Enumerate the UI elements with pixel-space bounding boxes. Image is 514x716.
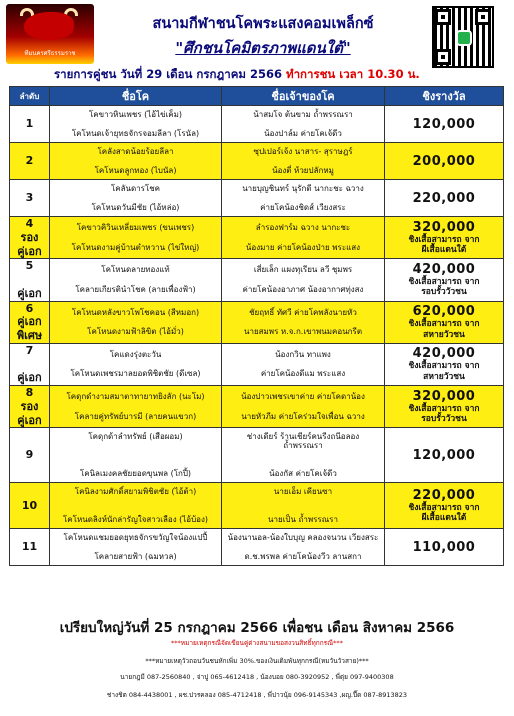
owner-b: ค่ายโคน้องอาภาศ น้องอากาศทุ่งสง [242,284,364,294]
cattle-a: โคขาวคิวินเหลี่ยมเพชร (ขนเพชร) [76,223,195,233]
match-number: 3 [10,180,50,217]
match-number: 4 รอง คู่เอก [10,217,50,259]
cattle-b: โคโหนดเพชรมาลยอดพิชิตชัย (ดีเซล) [70,369,201,379]
cattle-b: โคโหนดงามคู่บ้านตำหวาน (ไข่ใหญ่) [71,242,200,252]
prize-amount: 220,000 [412,190,476,206]
owner-b: ด.ช.พรพล ค่ายโคน้องวีว ลานสกา [244,552,362,562]
owner-cell [222,428,385,483]
prize-cell [385,428,504,483]
cattle-b: โคนิลเมงคลชัยยอดขุนพล (โกปี้) [79,469,192,479]
owner-a: น้องนานอล-น้องใบบุญ คลองจนวน เวียงสระ [227,532,379,542]
note-red: ***หมายเหตุกรณีจัดเขียนคู่ต่างสนามขอสงวนสิทธิ์ทุกกรณี*** [171,639,343,647]
cattle-a: โคแดงรุ่งตะวัน [109,349,162,359]
prize-cell [385,483,504,529]
owner-b: นายหัวภีม ค่ายโคร่วมใจเพื่อน ฉวาง [241,411,365,421]
table-row [10,483,504,529]
cattle-cell [50,529,222,566]
cattle-a: โคดุกด้าลำทรัพย์ (เสือผอม) [88,431,183,441]
qr-finder [475,9,491,25]
table-row [10,217,504,259]
cattle-a: โคโหนดลายทองแท้ [101,265,170,275]
cattle-a: โคลันดารโชค [110,183,161,193]
owner-cell [222,259,385,301]
prize-cell [385,343,504,385]
match-rows [10,106,504,566]
table-row [10,529,504,566]
header-prize: ชิงรางวัล [385,87,504,106]
qr-finder [435,49,451,65]
prize-amount: 200,000 [412,153,476,169]
prize-amount: 320,000 [412,388,476,404]
cattle-b: โคโหนดงามฟ้าลิขิต (ไอ้มั่ว) [87,327,184,337]
match-number: 8 รอง คู่เอก [10,386,50,428]
owner-cell [222,217,385,259]
owner-a: เสี่ยเล็ก แผงทุเรียน ลวี ชุมพร [253,265,353,275]
owner-b: นายสมพร ห.จ.ก.เขาพนมคอนกรีต [243,327,363,337]
cattle-b: โคลายคู่ทรัพย์บารมี (ลายคนแขวก) [74,411,197,421]
owner-a: นายบุญชินทร์ นุรักดี นากะชะ ฉวาง [242,183,364,193]
cattle-b: โคโหนดลิงห์นักล่ารัญใจสาวเลือง (ไอ้บ้อง) [63,515,208,525]
cattle-a: โคโหนดหลังขาวโพโชคอน (สีหมอก) [71,307,200,317]
note-rules: ***หมายเหตุวัวถอนวันชนหักเพิ่ม 30%.ของเงินเดิมพันทุกกรณี(หมวันวัวสาย)*** [145,657,369,665]
cattle-cell [50,106,222,143]
prize-shirt-note: ชิงเสื้อสามารถ จาก ผีเสื้อแดนใต้ [408,502,480,524]
cattle-cell [50,301,222,343]
line-app-icon [456,30,472,46]
cattle-cell [50,386,222,428]
table-row [10,301,504,343]
qr-code-icon[interactable] [432,6,494,68]
cattle-cell [50,143,222,180]
note-contacts-1: นายกฎมี 087-2560840 , จ่าปู 065-4612418 , น้องบอย 080-3920952 , พี่ตุ่ย 097-9400308 [120,673,394,681]
date-line-time: ทำการชน เวลา 10.30 น. [281,67,420,81]
cattle-b: โคโหนดเจ้ายุทธจักรจอมลีลา (โรนัล) [71,128,200,138]
cattle-a: โคดุกดำงามสมาตาทายาทยิงลัก (นะโม) [66,392,205,402]
match-table [9,86,504,566]
header-owner: ชื่อเจ้าของโค [222,87,385,106]
prize-cell [385,106,504,143]
match-number: 9 [10,428,50,483]
owner-a: น้าสมโจ ต้นขาม ถ้ำพรรณรา [253,109,353,119]
owner-cell [222,106,385,143]
owner-b: น้องมาย ค่ายโคน้องป่าย พระแสง [245,242,361,252]
header-cattle: ชื่อโค [50,87,222,106]
prize-cell [385,259,504,301]
prize-cell [385,143,504,180]
owner-cell [222,529,385,566]
owner-a: น้องกวิน ทาแพง [275,349,331,359]
owner-a: ลำรองฟาร์ม ฉวาง นากะชะ [255,223,351,233]
bull-icon [24,12,74,40]
table-row [10,106,504,143]
cattle-cell [50,180,222,217]
owner-a: ช่างเดียร์ ร้านเชียร์คนรีงถนีอลอง ถ้ำพรรณรา [246,431,360,451]
owner-a: นายเอ็ม เคียนซา [273,486,333,496]
match-number: 1 [10,106,50,143]
owner-b: นายเป็น ถ้ำพรรณรา [268,515,338,525]
match-number: 11 [10,529,50,566]
date-line-main: รายการคู่ชน วันที่ 29 เดือน กรกฎาคม 2566 [54,67,282,81]
prize-amount: 420,000 [412,346,476,362]
owner-b: ค่ายโคน้องชิดส์ เวียงสระ [260,202,346,212]
cattle-a: โคโหนดแชมยอดยุทธจักรขวัญใจน้องแปปี้ [63,532,208,542]
prize-cell [385,386,504,428]
prize-shirt-note: ชิงเสื้อสามารถ จาก สหายวัวชน [408,361,480,382]
table-row [10,180,504,217]
prize-amount: 110,000 [412,539,476,555]
cattle-cell [50,428,222,483]
owner-cell [222,301,385,343]
prize-cell [385,529,504,566]
match-number: 6 คู่เอก พิเศษ [10,301,50,343]
table-row [10,259,504,301]
owner-cell [222,143,385,180]
owner-b: น้องปาล์ม ค่ายโคเจ้ดีว [264,128,342,138]
prize-cell [385,301,504,343]
date-line [54,66,504,84]
prize-amount: 120,000 [412,116,476,132]
qr-finder [435,9,451,25]
prize-amount: 620,000 [412,304,476,319]
page-subtitle: "ศึกชนโคมิตรภาพแดนใต้" [175,39,351,57]
owner-a: ซุปเปอร์เจ้ง นาสาร- สุราษฎร์ [253,146,353,156]
match-number: 2 [10,143,50,180]
prize-cell [385,180,504,217]
owner-a: ชัยฤทธิ์ ทัศวี ค่ายโคพลังนายหัว [249,307,357,317]
note-contacts-2: ช่างชิต 084-4438001 , ผช.ปวรคลอง 085-4712418 , พี่ปาวนุ้ย 096-9145343 ,ผญ.ปี๊ด 087-8913823 [106,691,408,699]
prize-amount: 320,000 [412,219,476,235]
prize-shirt-note: ชิงเสื้อสามารถ จาก รอบรั้ววัวชน [408,276,480,298]
owner-b: ค่ายโคน้องดีแม พระแสง [260,369,346,379]
match-number: 10 [10,483,50,529]
owner-cell [222,343,385,385]
owner-b: น้องกัส ค่ายโคเจ้ดีว [269,469,337,479]
prize-amount: 120,000 [412,447,476,463]
cattle-a: โคลังสาดน้อยร้อยลีลา [97,146,174,156]
prize-cell [385,217,504,259]
match-number: 5 คู่เอก [10,259,50,301]
owner-b: น้องตี่ ห้วยปลักหมู [272,165,334,175]
cattle-cell [50,343,222,385]
table-row [10,343,504,385]
table-row [10,428,504,483]
prize-amount: 420,000 [412,261,476,277]
cattle-cell [50,217,222,259]
table-header-row [10,87,504,106]
cattle-b: โคลายเกียรตินำโชค (ลายเพื่องฟ้า) [75,284,196,294]
cattle-cell [50,483,222,529]
logo-text: ทีมนครศรีธรรมราช [24,50,76,57]
prize-shirt-note: ชิงเสื้อสามารถ จาก รอบรั้ววัวชน [408,403,480,425]
cattle-a: โคขาวหินเพชร (ไอ้ไข่เค็ม) [88,109,183,119]
prize-shirt-note: ชิงเสื้อสามารถ จาก สหายวัวชน [408,319,480,340]
bull-logo [6,4,94,64]
page-title: สนามกีฬาชนโคพระแสงคอมเพล็กซ์ [152,16,374,32]
owner-cell [222,180,385,217]
cattle-cell [50,259,222,301]
owner-cell [222,386,385,428]
owner-a: น้องปาวเพชรเขาค่าย ค่ายโคดาน้อง [241,392,365,402]
cattle-a: โคนิลงามศักดิ์สยามพิชิตชัย (ไอ้ต้า) [74,486,197,496]
prize-amount: 220,000 [412,487,476,503]
cattle-b: โคโหนดวันมีชัย (ไอ้หล่อ) [91,202,180,212]
cattle-b: โคลายสายฟ้า (ฉมหวล) [94,552,177,562]
owner-cell [222,483,385,529]
table-row [10,386,504,428]
next-weigh-in: เปรียบใหญ่วันที่ 25 กรกฎาคม 2566 เพื่อชน เดือน สิงหาคม 2566 [59,620,455,636]
match-number: 7 คู่เอก [10,343,50,385]
cattle-b: โคโหนดลูกทอง (ไบนัล) [94,165,177,175]
table-row [10,143,504,180]
prize-shirt-note: ชิงเสื้อสามารถ จาก ผีเสื้อแดนใต้ [408,234,480,256]
header-no: ลำดับ [10,87,50,106]
